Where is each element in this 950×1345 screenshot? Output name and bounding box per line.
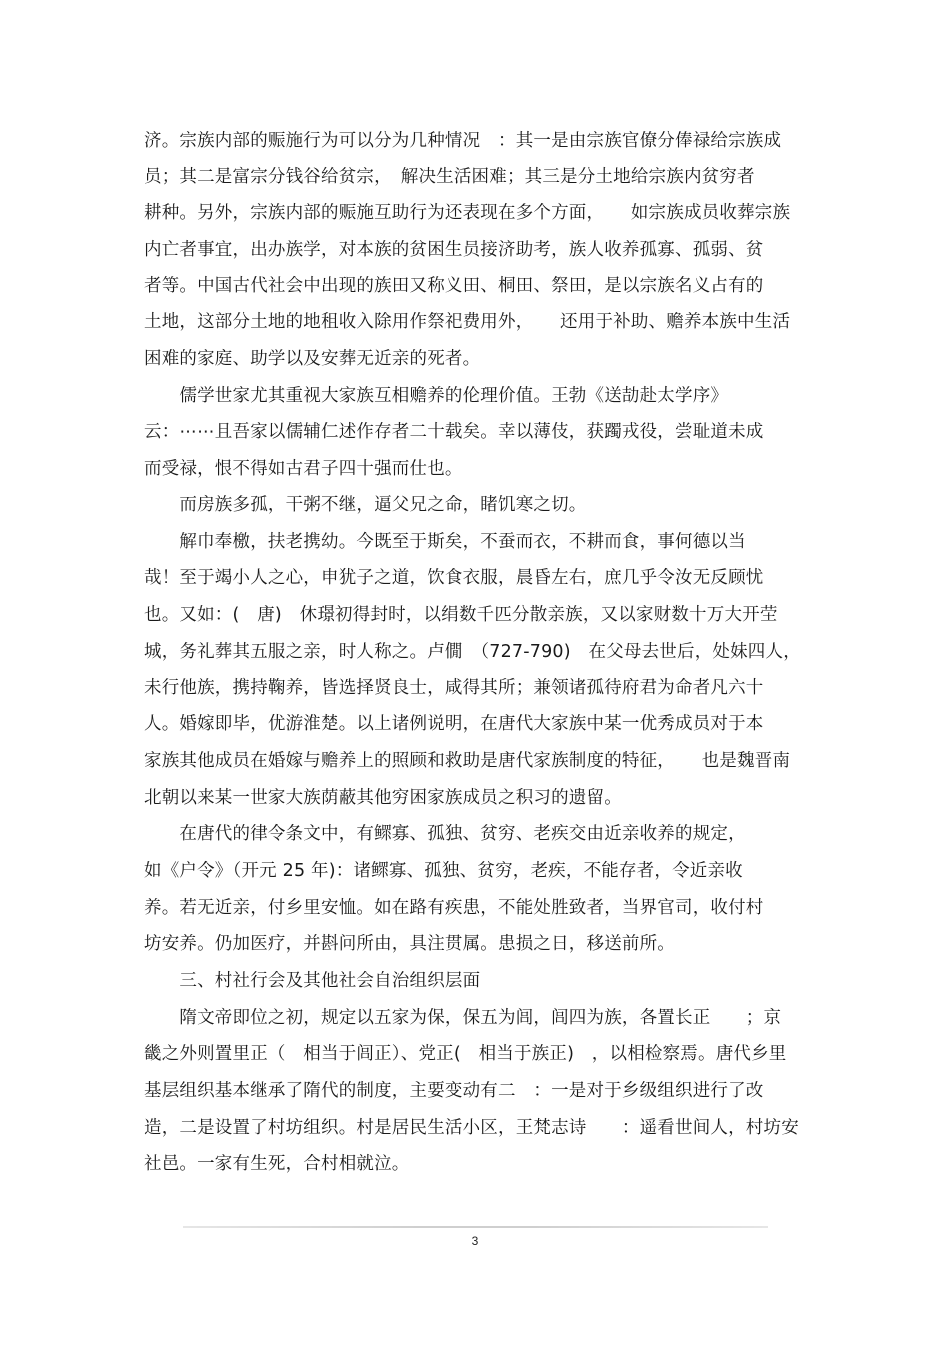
text-line: 人。婚嫁即毕，优游淮楚。以上诸例说明，在唐代大家族中某一优秀成员对于本 — [144, 714, 764, 734]
text-line: 哉！至于竭小人之心，申犹子之道，饮食衣服，晨昏左右，庶几乎令汝无反顾忧 — [144, 568, 764, 588]
text-line: 耕种。另外，宗族内部的赈施互助行为还表现在多个方面， 如宗族成员收葬宗族 — [144, 203, 791, 223]
text-line: 而房族多孤，干粥不继，逼父兄之命，睹饥寒之切。 — [144, 495, 587, 515]
text-line: 内亡者事宜，出办族学，对本族的贫困生员接济助考，族人收养孤寡、孤弱、贫 — [144, 240, 764, 260]
footer-rule — [183, 1226, 768, 1228]
text-line: 造，二是设置了村坊组织。村是居民生活小区，王梵志诗 ：遥看世间人，村坊安 — [144, 1118, 799, 1138]
text-line: 而受禄，恨不得如古君子四十强而仕也。 — [144, 459, 463, 479]
text-line: 隋文帝即位之初，规定以五家为保，保五为闾，闾四为族，各置长正 ；京 — [144, 1008, 782, 1028]
text-line: 家族其他成员在婚嫁与赡养上的照顾和救助是唐代家族制度的特征， 也是魏晋南 — [144, 751, 791, 771]
text-line: 未行他族，携持鞠养，皆选择贤良士，咸得其所；兼领诸孤待府君为命者凡六十 — [144, 678, 764, 698]
text-line: 坊安养。仍加医疗，并斟问所由，具注贯属。患损之日，移送前所。 — [144, 934, 675, 954]
text-line: 者等。中国古代社会中出现的族田又称义田、桐田、祭田，是以宗族名义占有的 — [144, 276, 764, 296]
text-line: 如《户令》（开元 25 年)：诸鳏寡、孤独、贫穷，老疾，不能存者，令近亲收 — [144, 861, 743, 881]
text-line: 云：⋯⋯且吾家以儒辅仁述作存者二十载矣。幸以薄伎，获躅戎役，尝耻道未成 — [144, 422, 764, 442]
text-line: 土地，这部分土地的地租收入除用作祭祀费用外， 还用于补助、赡养本族中生活 — [144, 312, 791, 332]
text-line: 困难的家庭、助学以及安葬无近亲的死者。 — [144, 349, 481, 369]
text-line: 畿之外则置里正（ 相当于闾正）、党正( 相当于族正) ，以相检察焉。唐代乡里 — [144, 1044, 787, 1064]
text-line: 养。若无近亲，付乡里安恤。如在路有疾患，不能处胜致者，当界官司，收付村 — [144, 898, 764, 918]
text-line: 济。宗族内部的赈施行为可以分为几种情况 ：其一是由宗族官僚分俸禄给宗族成 — [144, 131, 782, 151]
text-line: 员；其二是富宗分钱谷给贫宗， 解决生活困难；其三是分土地给宗族内贫穷者 — [144, 167, 755, 187]
text-line: 三、村社行会及其他社会自治组织层面 — [144, 971, 481, 991]
text-line: 社邑。一家有生死，合村相就泣。 — [144, 1154, 410, 1174]
text-line: 城，务礼葬其五服之亲，时人称之。卢僩 （727-790) 在父母去世后，处妹四人， — [144, 642, 801, 662]
text-line: 解巾奉檄，扶老携幼。今既至于斯矣，不蚕而衣，不耕而食，事何德以当 — [144, 532, 746, 552]
text-line: 基层组织基本继承了隋代的制度，主要变动有二 ：一是对于乡级组织进行了改 — [144, 1081, 764, 1101]
text-line: 北朝以来某一世家大族荫蔽其他穷困家族成员之积习的遗留。 — [144, 788, 622, 808]
text-line: 也。又如：( 唐) 休璟初得封时，以绢数千匹分散亲族，又以家财数十万大开茔 — [144, 605, 778, 625]
text-line: 在唐代的律令条文中，有鳏寡、孤独、贫穷、老疾交由近亲收养的规定， — [144, 824, 746, 844]
page-number: 3 — [471, 1234, 479, 1248]
text-line: 儒学世家尤其重视大家族互相赡养的伦理价值。王勃《送劼赴太学序》 — [144, 386, 729, 406]
